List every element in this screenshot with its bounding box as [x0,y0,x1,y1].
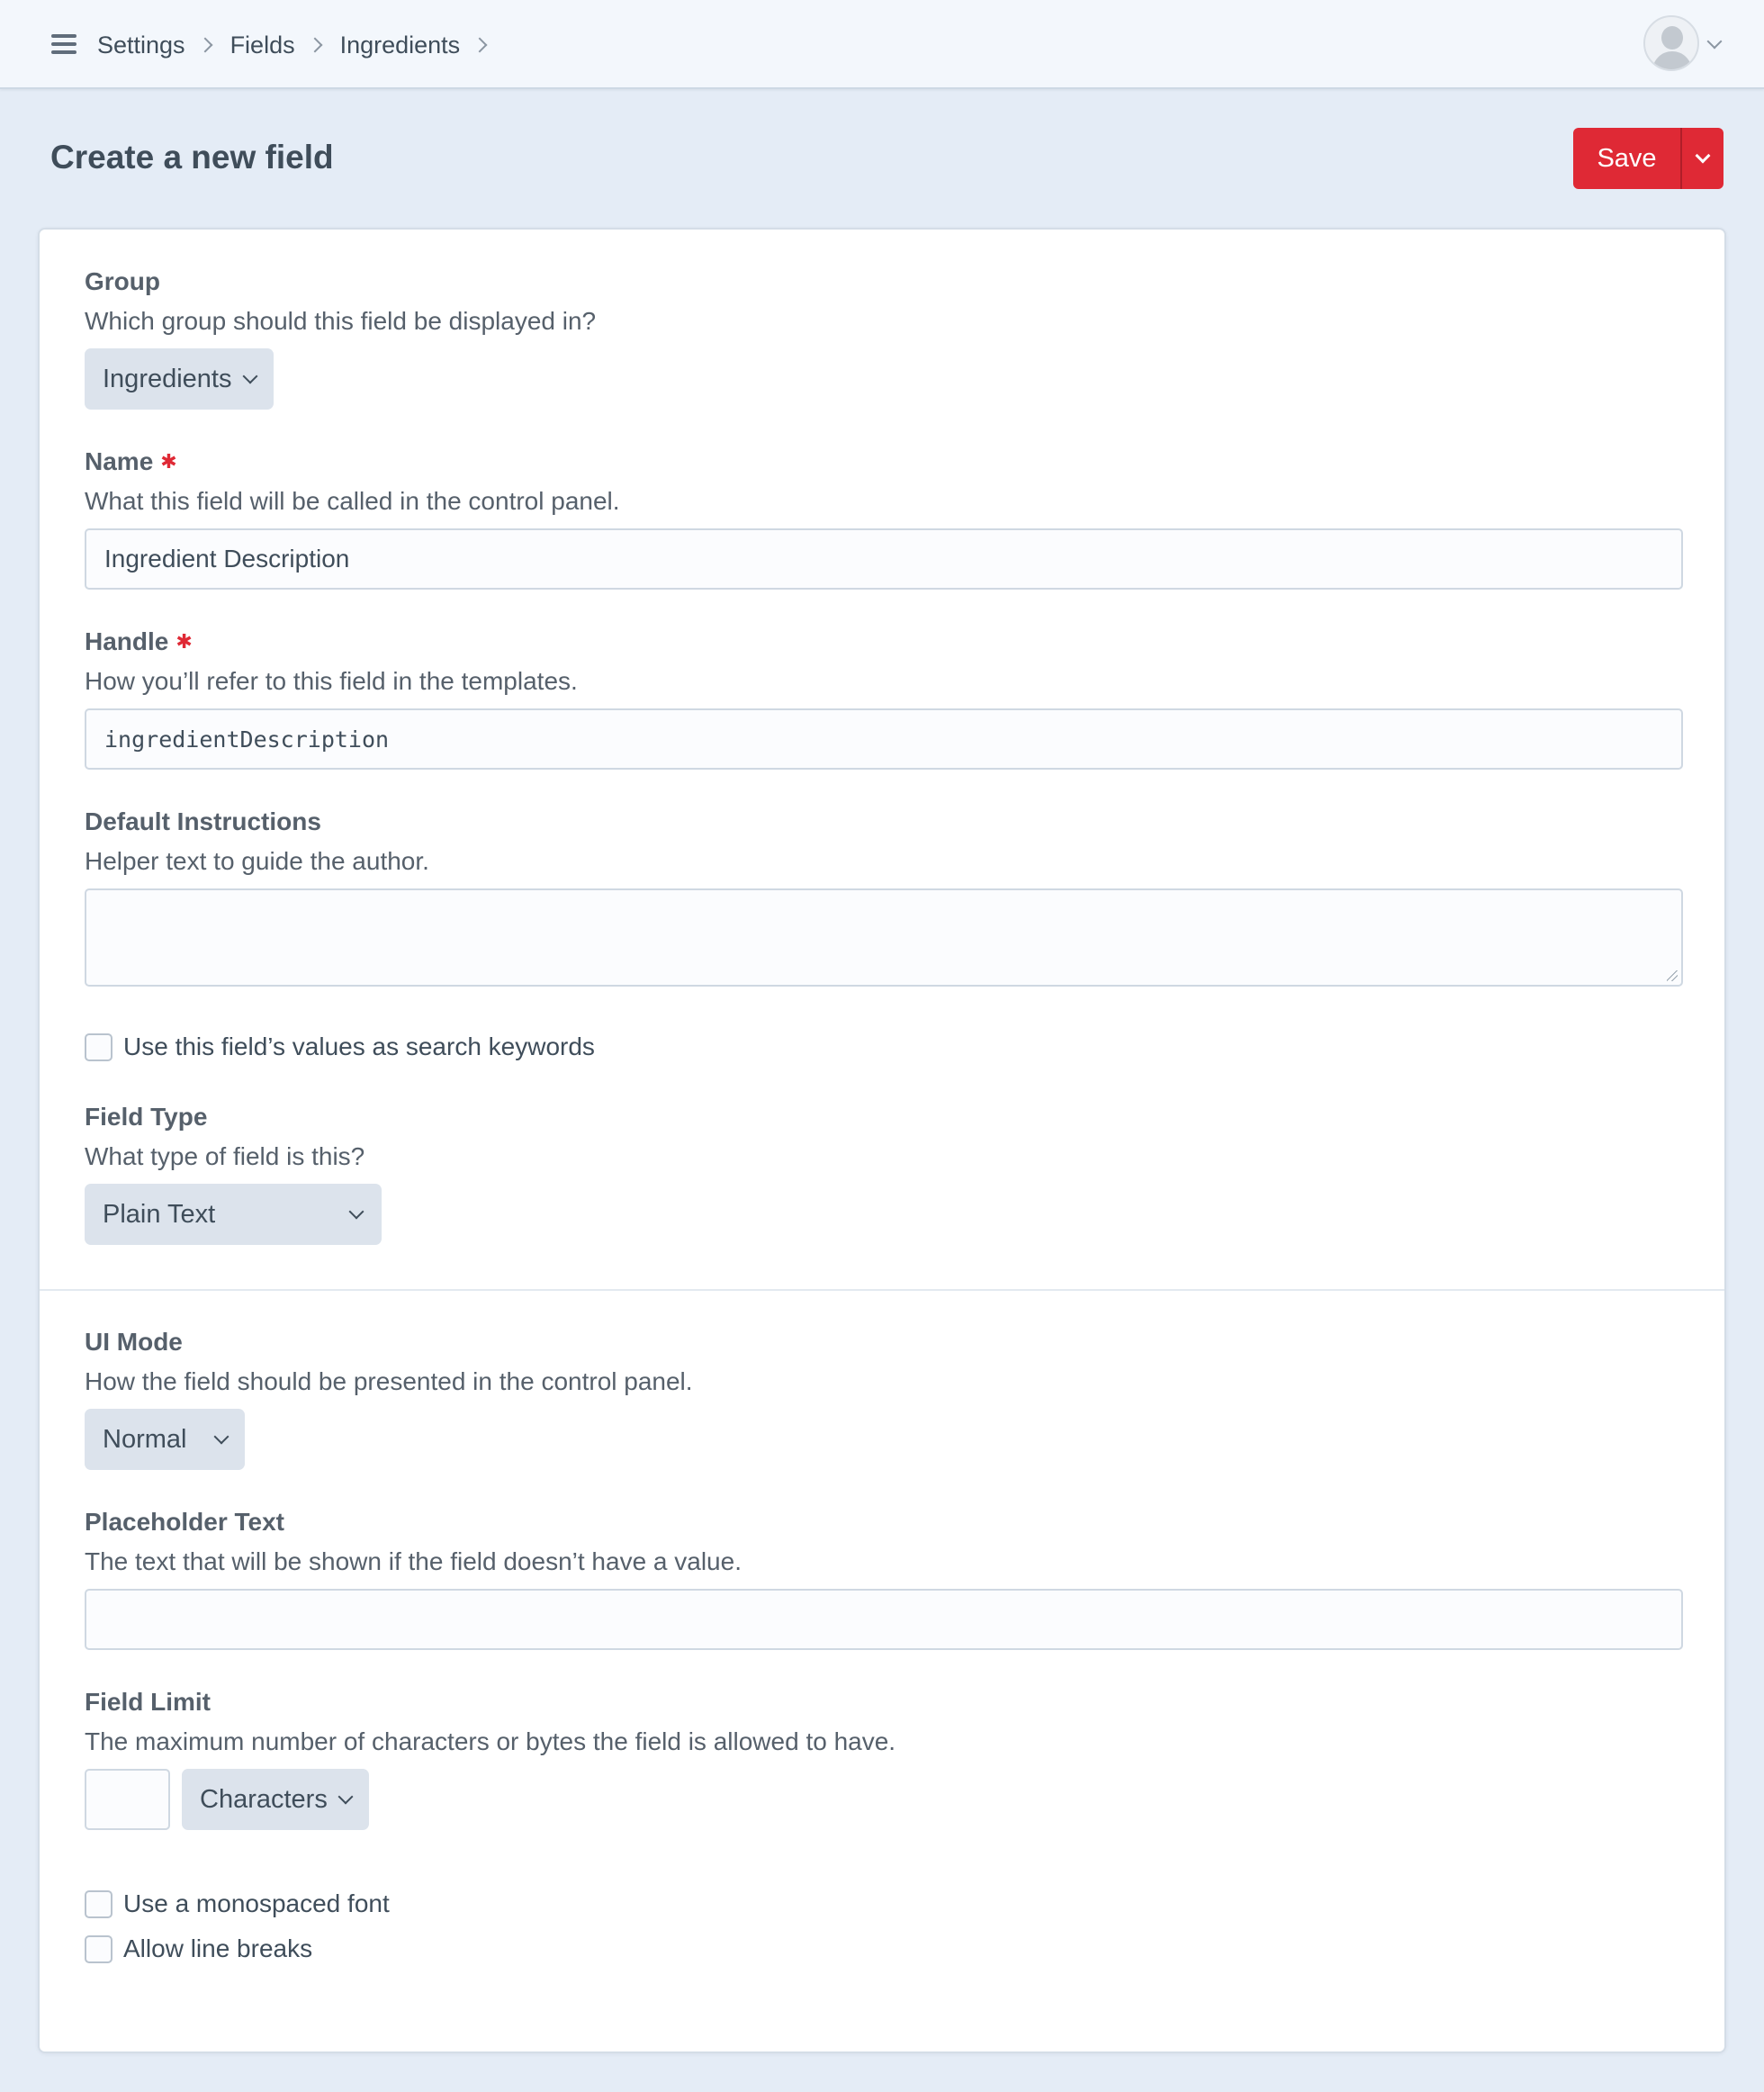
field-type-label: Field Type [85,1103,208,1131]
breadcrumb-ingredients[interactable]: Ingredients [339,31,461,59]
save-button-group [1573,128,1724,189]
section-divider [40,1289,1724,1291]
monospaced-label: Use a monospaced font [123,1889,390,1917]
chevron-down-icon [338,1790,354,1805]
name-input-value: Ingredient Description [104,545,350,573]
field-limit-unit-select[interactable] [182,1769,369,1830]
chevron-down-icon [243,369,258,384]
handle-input[interactable] [85,708,1683,770]
field-type-help: What type of field is this? [85,1142,365,1170]
search-keywords-label: Use this field’s values as search keywords [123,1032,595,1060]
name-label-text: Name [85,447,154,475]
monospaced-checkbox[interactable] [85,1890,112,1918]
name-help: What this field will be called in the control panel. [85,487,620,515]
chevron-right-icon [307,38,322,53]
handle-label-text: Handle [85,627,169,655]
field-settings-card [38,228,1726,2053]
name-input[interactable] [85,528,1683,590]
page-title: Create a new field [50,139,334,176]
chevron-right-icon [197,38,212,53]
chevron-right-icon [472,38,488,53]
chevron-down-icon[interactable] [1707,34,1723,50]
monospaced-option[interactable] [85,1889,390,1918]
breadcrumb-fields[interactable]: Fields [230,31,295,59]
handle-label [85,627,193,656]
ui-mode-help: How the field should be presented in the control panel. [85,1367,693,1395]
field-type-select-value: Plain Text [103,1199,216,1229]
field-limit-help: The maximum number of characters or bytes the field is allowed to have. [85,1727,896,1755]
required-icon: ✱ [160,450,177,473]
chevron-down-icon [1696,149,1711,164]
required-icon: ✱ [176,630,193,653]
instructions-help: Helper text to guide the author. [85,847,429,875]
search-keywords-checkbox[interactable] [85,1033,112,1061]
placeholder-label: Placeholder Text [85,1508,285,1536]
line-breaks-label: Allow line breaks [123,1934,313,1962]
hamburger-icon[interactable] [51,34,76,54]
breadcrumb-settings[interactable]: Settings [97,31,185,59]
chevron-down-icon [349,1204,364,1220]
line-breaks-option[interactable] [85,1934,312,1963]
ui-mode-select[interactable] [85,1409,245,1470]
group-select[interactable] [85,348,274,410]
chevron-down-icon [214,1429,230,1445]
field-limit-input[interactable] [85,1769,170,1830]
resize-handle-icon[interactable] [1667,970,1678,981]
search-keywords-option[interactable] [85,1032,595,1061]
user-avatar-icon[interactable] [1643,15,1699,71]
group-help: Which group should this field be displayed in? [85,307,597,335]
name-label [85,447,177,476]
save-options-button[interactable] [1680,128,1724,189]
group-select-value: Ingredients [103,364,232,393]
field-limit-unit-value: Characters [200,1784,328,1814]
save-button[interactable]: Save [1573,128,1680,189]
ui-mode-select-value: Normal [103,1424,187,1454]
line-breaks-checkbox[interactable] [85,1935,112,1963]
handle-help: How you’ll refer to this field in the templates. [85,667,578,695]
placeholder-help: The text that will be shown if the field doesn’t have a value. [85,1547,742,1575]
ui-mode-label: UI Mode [85,1328,183,1356]
field-limit-label: Field Limit [85,1688,211,1716]
field-type-select[interactable] [85,1184,382,1245]
breadcrumb [97,27,505,63]
group-label: Group [85,267,160,295]
instructions-label: Default Instructions [85,807,321,835]
instructions-textarea[interactable] [85,888,1683,987]
placeholder-input[interactable] [85,1589,1683,1650]
top-bar [0,0,1764,89]
handle-input-value: ingredientDescription [104,726,390,753]
